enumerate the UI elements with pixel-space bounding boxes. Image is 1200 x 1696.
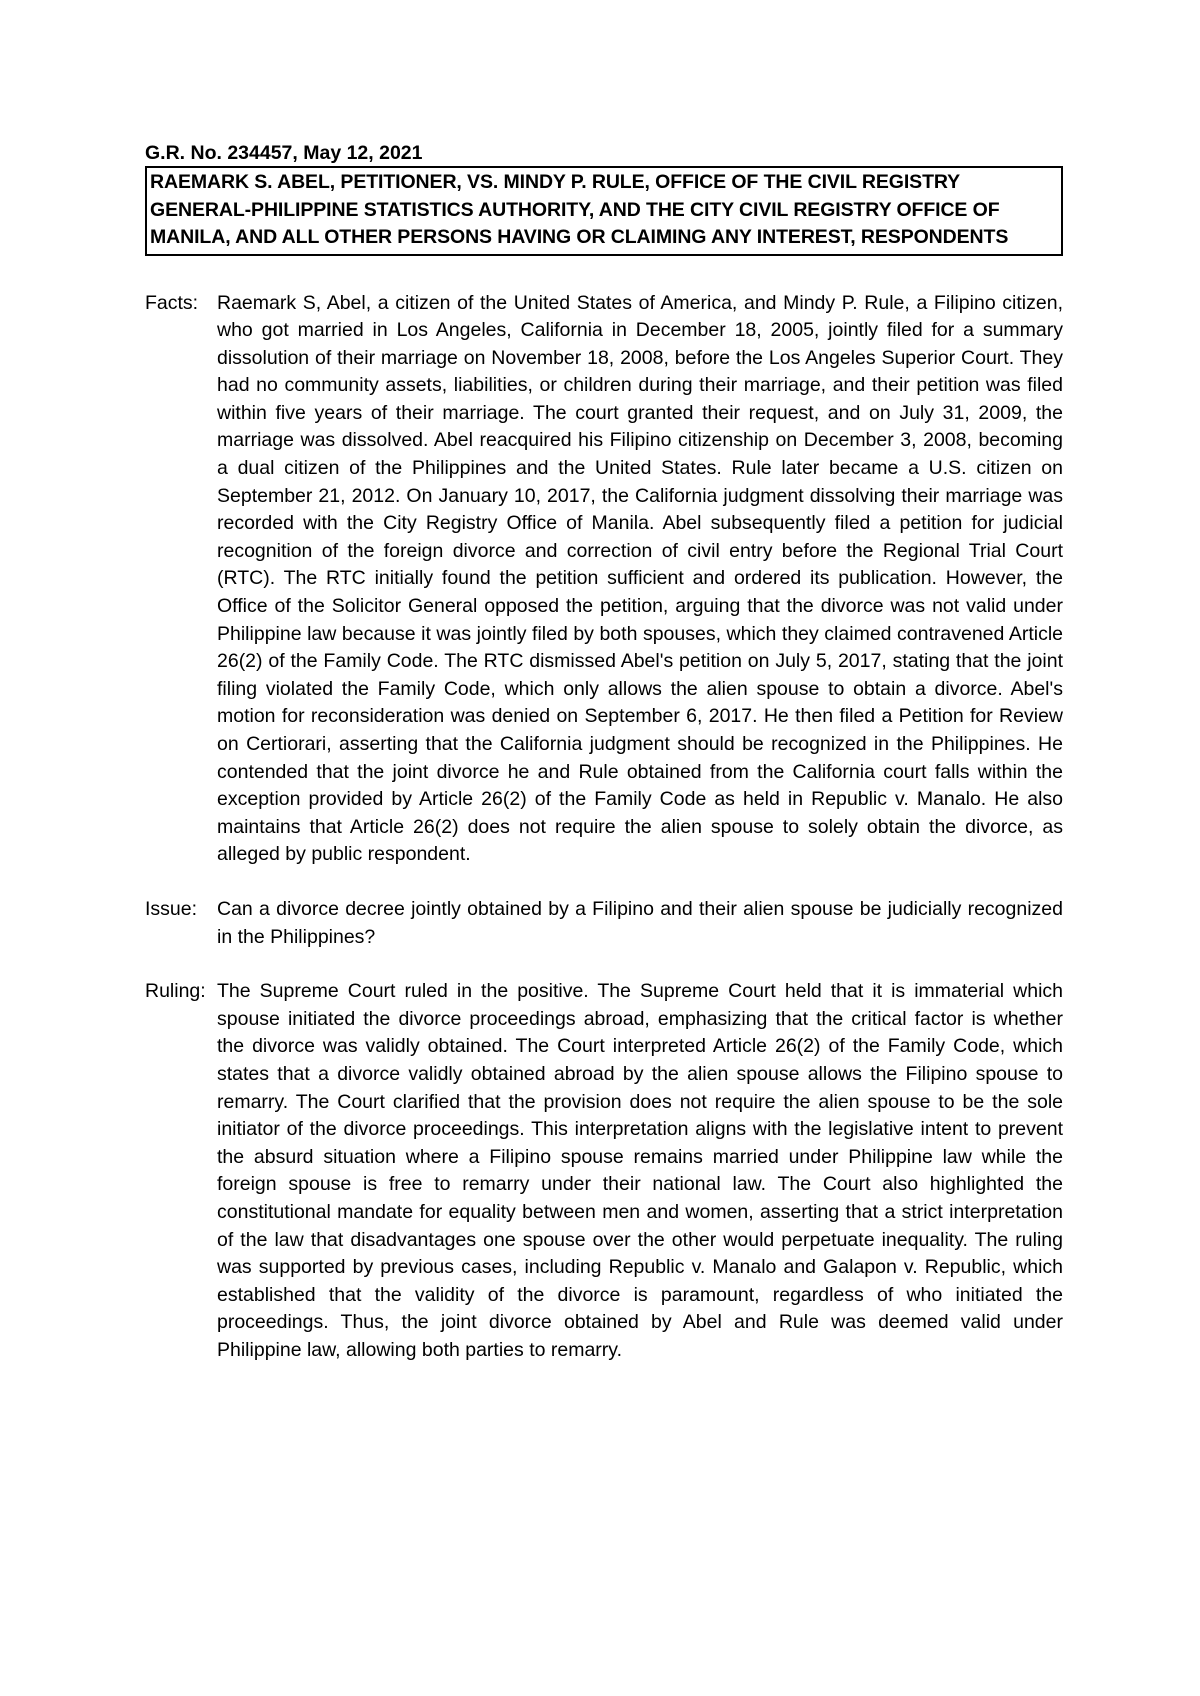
document-page	[145, 142, 1063, 1364]
ruling-section	[145, 978, 1063, 1364]
facts-text: Raemark S, Abel, a citizen of the United States of America, and Mindy P. Rule, a Filipino citizen, who got married in Los Angeles, California in December 18, 2005, jointly filed for a summary dissolution of their marriage on November 18, 2008, before the Los Angeles Superior Court. They had no community assets, liabilities, or children during their marriage, and their petition was filed within five years of their marriage. The court granted their request, and on July 31, 2009, the marriage was dissolved. Abel reacquired his Filipino citizenship on December 3, 2008, becoming a dual citizen of the Philippines and the United States. Rule later became a U.S. citizen on September 21, 2012. On January 10, 2017, the California judgment dissolving their marriage was recorded with the City Registry Office of Manila. Abel subsequently filed a petition for judicial recognition of the foreign divorce and correction of civil entry before the Regional Trial Court (RTC). The RTC initially found the petition sufficient and ordered its publication. However, the Office of the Solicitor General opposed the petition, arguing that the divorce was not valid under Philippine law because it was jointly filed by both spouses, which they claimed contravened Article 26(2) of the Family Code. The RTC dismissed Abel's petition on July 5, 2017, stating that the joint filing violated the Family Code, which only allows the alien spouse to obtain a divorce. Abel's motion for reconsideration was denied on September 6, 2017. He then filed a Petition for Review on Certiorari, asserting that the California judgment should be recognized in the Philippines. He contended that the joint divorce he and Rule obtained from the California court falls within the exception provided by Article 26(2) of the Family Code as held in Republic v. Manalo. He also maintains that Article 26(2) does not require the alien spouse to solely obtain the divorce, as alleged by public respondent.	[217, 291, 1063, 866]
facts-section	[145, 290, 1063, 869]
ruling-label: Ruling:	[145, 980, 206, 1003]
ruling-text: The Supreme Court ruled in the positive. The Supreme Court held that it is immaterial which spouse initiated the divorce proceedings abroad, emphasizing that the critical factor is whether the divorce was validly obtained. The Court interpreted Article 26(2) of the Family Code, which states that a divorce validly obtained abroad by the alien spouse allows the Filipino spouse to remarry. The Court clarified that the provision does not require the alien spouse to be the sole initiator of the divorce proceedings. This interpretation aligns with the legislative intent to prevent the absurd situation where a Filipino spouse remains married under Philippine law while the foreign spouse is free to remarry under their national law. The Court also highlighted the constitutional mandate for equality between men and women, asserting that a strict interpretation of the law that disadvantages one spouse over the other would perpetuate inequality. The ruling was supported by previous cases, including Republic v. Manalo and Galapon v. Republic, which established that the validity of the divorce is paramount, regardless of who initiated the proceedings. Thus, the joint divorce obtained by Abel and Rule was deemed valid under Philippine law, allowing both parties to remarry.	[217, 980, 1063, 1361]
issue-text: Can a divorce decree jointly obtained by a Filipino and their alien spouse be judicially recognized in the Philippines?	[217, 897, 1063, 948]
issue-section	[145, 896, 1063, 951]
case-title-box: RAEMARK S. ABEL, PETITIONER, VS. MINDY P. RULE, OFFICE OF THE CIVIL REGISTRY GENERAL-PHILIPPINE STATISTICS AUTHORITY, AND THE CITY CIVIL REGISTRY OFFICE OF MANILA, AND ALL OTHER PERSONS HAVING OR CLAIMING ANY INTEREST, RESPONDENTS	[145, 166, 1063, 256]
case-number: G.R. No. 234457, May 12, 2021	[145, 142, 423, 164]
issue-label: Issue:	[145, 897, 198, 920]
facts-label: Facts:	[145, 291, 199, 314]
